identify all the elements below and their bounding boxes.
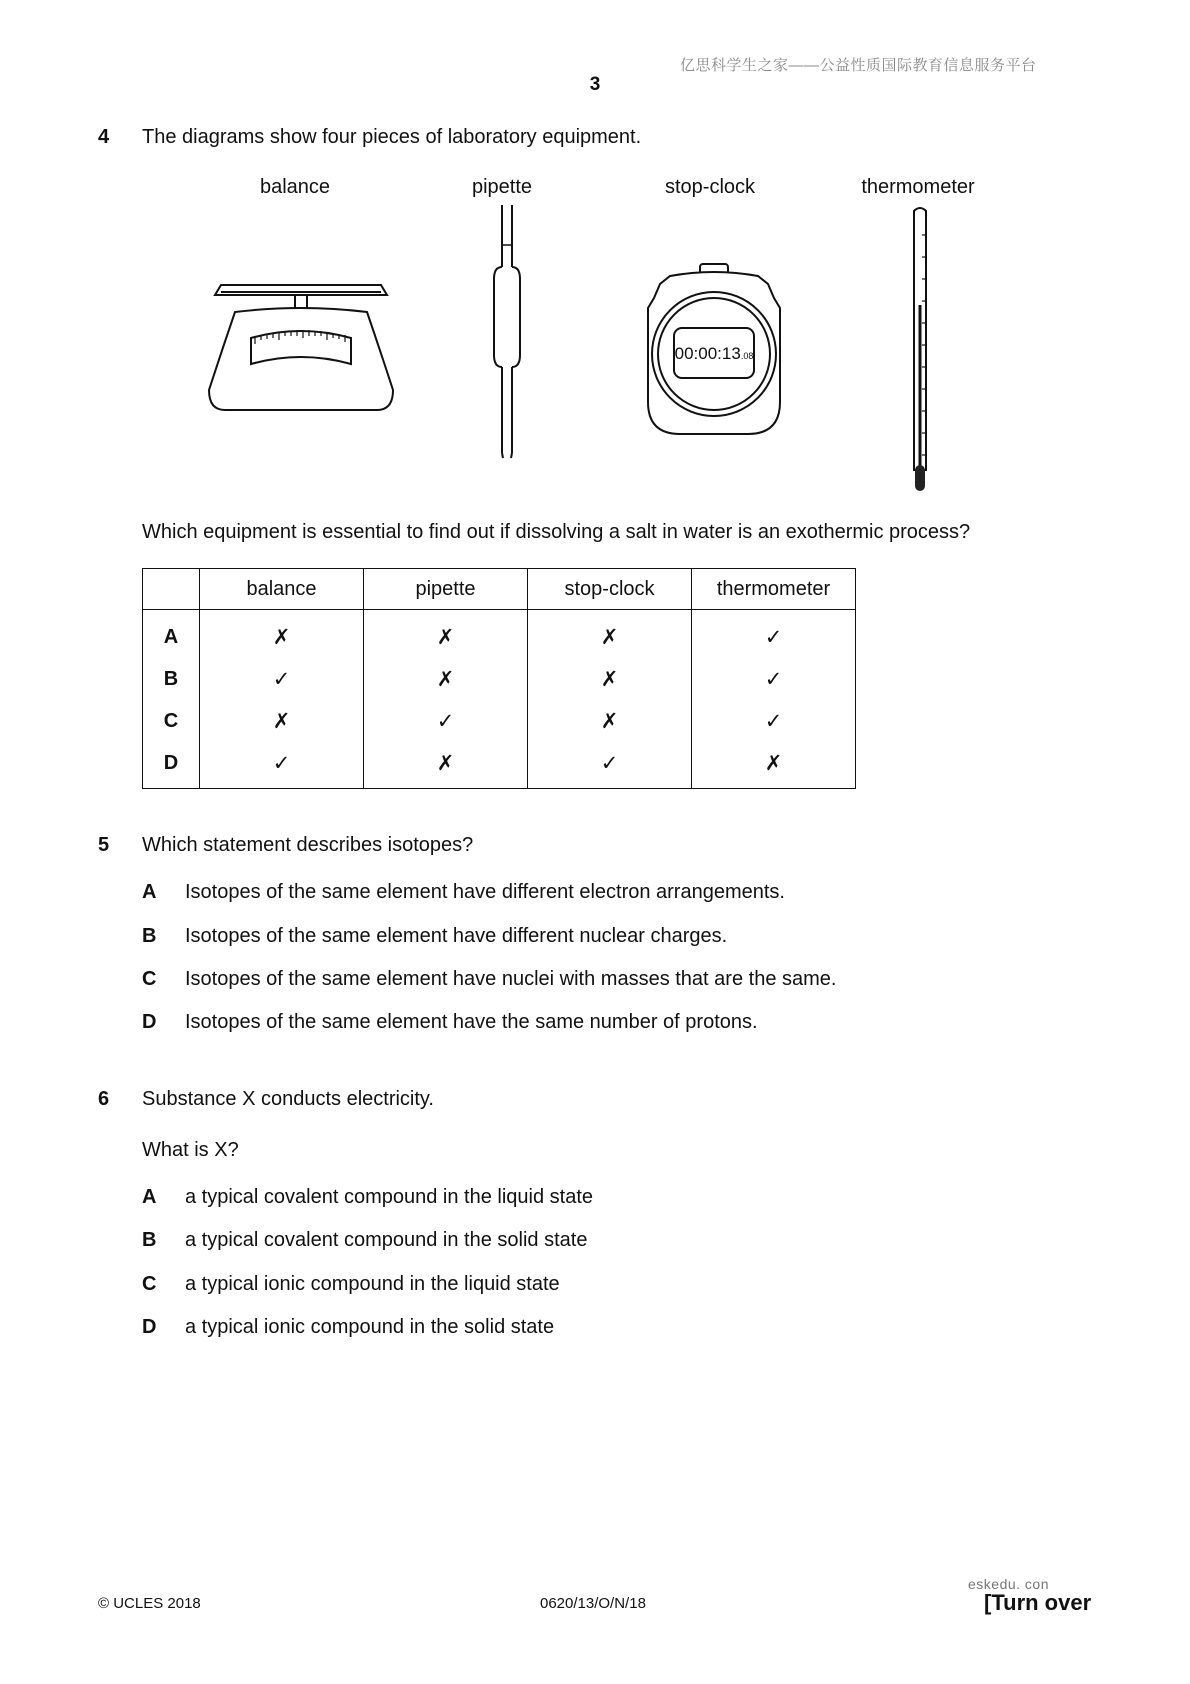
row-label-c: C: [143, 700, 200, 742]
stop-clock-display-text: 00:00:13.08: [674, 344, 754, 363]
q6-option-a-text: a typical covalent compound in the liquid state: [185, 1186, 594, 1208]
page-number: 3: [589, 74, 601, 95]
table-cell: ✗: [200, 610, 364, 659]
question-6-stem: What is X?: [142, 1139, 239, 1161]
table-cell: ✗: [200, 700, 364, 742]
table-header-stop-clock: stop-clock: [528, 569, 692, 610]
footer-paper-code: 0620/13/O/N/18: [540, 1595, 646, 1612]
row-label-b: B: [143, 658, 200, 700]
q5-option-a-text: Isotopes of the same element have different electron arrangements.: [185, 881, 785, 903]
table-row: [143, 610, 856, 659]
question-6-number: 6: [98, 1088, 110, 1110]
question-5-number: 5: [98, 834, 110, 856]
table-cell: ✓: [200, 742, 364, 789]
label-pipette: pipette: [471, 176, 533, 198]
q6-option-b-text: a typical covalent compound in the solid state: [185, 1229, 588, 1251]
table-cell: ✗: [692, 742, 856, 789]
table-cell: ✗: [528, 658, 692, 700]
table-cell: ✗: [364, 658, 528, 700]
table-header-pipette: pipette: [364, 569, 528, 610]
table-cell: ✗: [528, 700, 692, 742]
q6-option-d-text: a typical ionic compound in the solid state: [185, 1316, 555, 1338]
table-cell: ✗: [528, 610, 692, 659]
question-4-answer-table: [142, 568, 856, 789]
balance-diagram: [205, 280, 405, 415]
q6-option-d-letter: D: [142, 1316, 157, 1338]
table-header-thermometer: thermometer: [692, 569, 856, 610]
label-balance: balance: [259, 176, 331, 198]
table-cell: ✓: [200, 658, 364, 700]
table-header-balance: balance: [200, 569, 364, 610]
table-cell: ✓: [692, 658, 856, 700]
q5-option-a-letter: A: [142, 881, 157, 903]
table-row: [143, 700, 856, 742]
q5-option-b-text: Isotopes of the same element have different nuclear charges.: [185, 925, 728, 947]
table-row: [143, 658, 856, 700]
footer-site-watermark: eskedu. con: [968, 1576, 1049, 1592]
watermark-text: 亿思科学生之家——公益性质国际教育信息服务平台: [680, 57, 1037, 74]
row-label-a: A: [143, 610, 200, 659]
label-stop-clock: stop-clock: [664, 176, 756, 198]
table-header-blank: [143, 569, 200, 610]
table-cell: ✓: [692, 610, 856, 659]
thermometer-diagram: [900, 205, 940, 495]
q5-option-c-text: Isotopes of the same element have nuclei with masses that are the same.: [185, 968, 837, 990]
thermometer-bulb: [915, 465, 925, 491]
table-cell: ✗: [364, 610, 528, 659]
table-cell: ✓: [364, 700, 528, 742]
question-6-statement: Substance X conducts electricity.: [142, 1088, 434, 1110]
q5-option-b-letter: B: [142, 925, 157, 947]
label-thermometer: thermometer: [861, 176, 975, 198]
question-5-stem: Which statement describes isotopes?: [142, 834, 474, 856]
q6-option-c-letter: C: [142, 1273, 157, 1295]
row-label-d: D: [143, 742, 200, 789]
q5-option-c-letter: C: [142, 968, 157, 990]
q6-option-c-text: a typical ionic compound in the liquid state: [185, 1273, 560, 1295]
question-4-number: 4: [98, 126, 110, 148]
table-row: [143, 742, 856, 789]
q6-option-b-letter: B: [142, 1229, 157, 1251]
q5-option-d-text: Isotopes of the same element have the same number of protons.: [185, 1011, 758, 1033]
pipette-diagram: [482, 205, 532, 460]
question-4-intro: The diagrams show four pieces of laboratory equipment.: [142, 126, 642, 148]
stop-clock-diagram: [640, 262, 790, 440]
table-cell: ✗: [364, 742, 528, 789]
footer-copyright: © UCLES 2018: [98, 1595, 201, 1612]
q6-option-a-letter: A: [142, 1186, 157, 1208]
footer-turn-over: [Turn over: [984, 1590, 1092, 1615]
table-cell: ✓: [528, 742, 692, 789]
table-cell: ✓: [692, 700, 856, 742]
q5-option-d-letter: D: [142, 1011, 157, 1033]
question-4-stem: Which equipment is essential to find out if dissolving a salt in water is an exothermic process?: [142, 521, 971, 543]
